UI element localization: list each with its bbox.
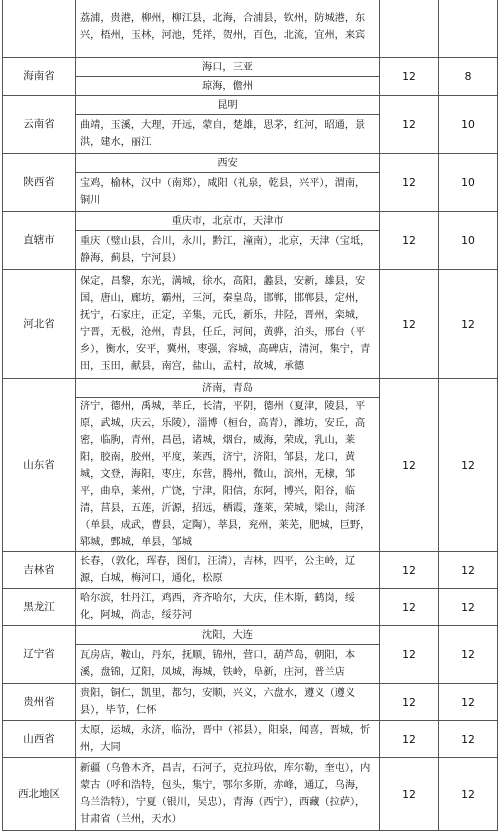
province-cell: 云南省 [3, 96, 76, 154]
table-row [3, 626, 498, 645]
days-a-cell: 12 [380, 684, 439, 721]
cities-cell: 保定，昌黎，东光，满城，徐水，高阳，蠡县，安新，雄县，安国，唐山，廊坊，霸州，三河，秦皇岛，邯郸，邯郸县，定州，抚宁，石家庄，正定，辛集，元氏，新乐，井陉，晋州，栾城，宁晋，无极，沧州，青县，任丘，河间，黄骅，泊头，邢台（平乡），衡水，安平，冀州，枣强，容城，高碑店，清河，集宁，青田，玉田，献县，南宫，盐山，孟村，故城，承德 [76, 270, 380, 379]
province-cell: 黑龙江 [3, 589, 76, 626]
days-a-cell: 12 [380, 626, 439, 684]
days-a-cell: 12 [380, 58, 439, 96]
hub-city-cell: 重庆市，北京市，天津市 [76, 212, 380, 231]
days-b-cell: 12 [439, 626, 498, 684]
days-b-cell: 12 [439, 379, 498, 552]
days-a-cell: 12 [380, 96, 439, 154]
table-row [3, 154, 498, 173]
table-row [3, 0, 498, 58]
days-a-cell: 12 [380, 721, 439, 758]
province-cell: 海南省 [3, 58, 76, 96]
delivery-time-table [2, 0, 498, 831]
days-b-cell: 10 [439, 212, 498, 270]
days-a-cell: 12 [380, 270, 439, 379]
cities-cell: 曲靖，玉溪，大理，开远，蒙自，楚雄，思茅，红河，昭通，景洪，建水，丽江 [76, 115, 380, 154]
province-cell: 山西省 [3, 721, 76, 758]
cities-cell: 新疆（乌鲁木齐，昌吉，石河子，克拉玛依，库尔勒，奎屯），内蒙古（呼和浩特，包头，集宁，鄂尔多斯，赤峰，通辽，乌海，乌兰浩特），宁夏（银川，吴忠），青海（西宁），西藏（拉萨），甘肃省（兰州，天水） [76, 758, 380, 831]
table-row [3, 758, 498, 831]
days-b-cell [439, 0, 498, 58]
days-b-cell: 10 [439, 96, 498, 154]
table-row [3, 589, 498, 626]
hub-city-cell: 济南，青岛 [76, 379, 380, 398]
days-a-cell: 12 [380, 589, 439, 626]
hub-city-cell: 海口，三亚 [76, 58, 380, 77]
days-b-cell: 12 [439, 552, 498, 589]
province-cell: 吉林省 [3, 552, 76, 589]
days-b-cell: 8 [439, 58, 498, 96]
province-cell: 西北地区 [3, 758, 76, 831]
province-cell: 辽宁省 [3, 626, 76, 684]
days-b-cell: 12 [439, 684, 498, 721]
days-a-cell [380, 0, 439, 58]
table-row [3, 684, 498, 721]
cities-cell: 长春，（敦化，珲春，图们，汪清），吉林，四平，公主岭，辽源，白城，梅河口，通化，松原 [76, 552, 380, 589]
table-row [3, 721, 498, 758]
cities-cell: 太原，运城，永济，临汾，晋中（祁县），阳泉，闻喜，晋城，忻州，大同 [76, 721, 380, 758]
province-cell: 河北省 [3, 270, 76, 379]
cities-cell: 宝鸡，榆林，汉中（南郑），咸阳（礼泉，乾县，兴平），渭南，铜川 [76, 173, 380, 212]
days-b-cell: 12 [439, 270, 498, 379]
hub-city-cell: 沈阳，大连 [76, 626, 380, 645]
province-cell [3, 0, 76, 58]
days-a-cell: 12 [380, 552, 439, 589]
days-a-cell: 12 [380, 379, 439, 552]
cities-cell: 瓦房店，鞍山，丹东，抚顺，锦州，营口，葫芦岛，朝阳，本溪，盘锦，辽阳，凤城，海城，铁岭，阜新，庄河，普兰店 [76, 645, 380, 684]
hub-city-cell: 昆明 [76, 96, 380, 115]
province-cell: 直辖市 [3, 212, 76, 270]
table-row [3, 270, 498, 379]
table-row [3, 212, 498, 231]
province-cell: 贵州省 [3, 684, 76, 721]
table-row [3, 58, 498, 77]
province-cell: 山东省 [3, 379, 76, 552]
days-b-cell: 10 [439, 154, 498, 212]
cities-cell: 哈尔滨，牡丹江，鸡西，齐齐哈尔，大庆，佳木斯，鹤岗，绥化，阿城，尚志，绥芬河 [76, 589, 380, 626]
table-row [3, 379, 498, 398]
cities-cell: 贵阳，铜仁，凯里，都匀，安顺，兴义，六盘水，遵义（遵义县），毕节，仁怀 [76, 684, 380, 721]
cities-cell: 荔浦，贵港，柳州，柳江县，北海，合浦县，钦州，防城港，东兴，梧州，玉林，河池，凭祥，贺州，百色，北流，宜州，来宾 [76, 0, 380, 58]
table-row [3, 96, 498, 115]
days-a-cell: 12 [380, 154, 439, 212]
table-row [3, 552, 498, 589]
cities-cell: 济宁，德州，禹城，莘丘，长清，平阴，德州（夏津，陵县，平原，武城，庆云，乐陵），淄博（桓台，高青），潍坊，安丘，高密，临朐，青州，昌邑，诸城，烟台，威海，荣成，乳山，莱阳，胶南，胶州，平度，莱西，济宁，济阳，邹县，龙口，黄城，文登，海阳，枣庄，东营，腾州，微山，滨州，无棣，邹平，曲阜，莱州，广饶，宁津，阳信，东阿，博兴，阳谷，临清，莒县，五莲，沂源，招远，栖霞，蓬莱，荣城，梁山，菏泽（单县，成武，曹县，定陶），莘县，兖州，莱芜，肥城，巨野，郓城，鄄城，单县，邹城 [76, 398, 380, 552]
cities-cell: 琼海，儋州 [76, 77, 380, 96]
hub-city-cell: 西安 [76, 154, 380, 173]
days-a-cell: 12 [380, 212, 439, 270]
days-a-cell: 12 [380, 758, 439, 831]
cities-cell: 重庆（璧山县，合川，永川，黔江，潼南），北京，天津（宝坻，静海，蓟县，宁河县） [76, 231, 380, 270]
province-cell: 陕西省 [3, 154, 76, 212]
days-b-cell: 12 [439, 721, 498, 758]
days-b-cell: 12 [439, 758, 498, 831]
days-b-cell: 12 [439, 589, 498, 626]
